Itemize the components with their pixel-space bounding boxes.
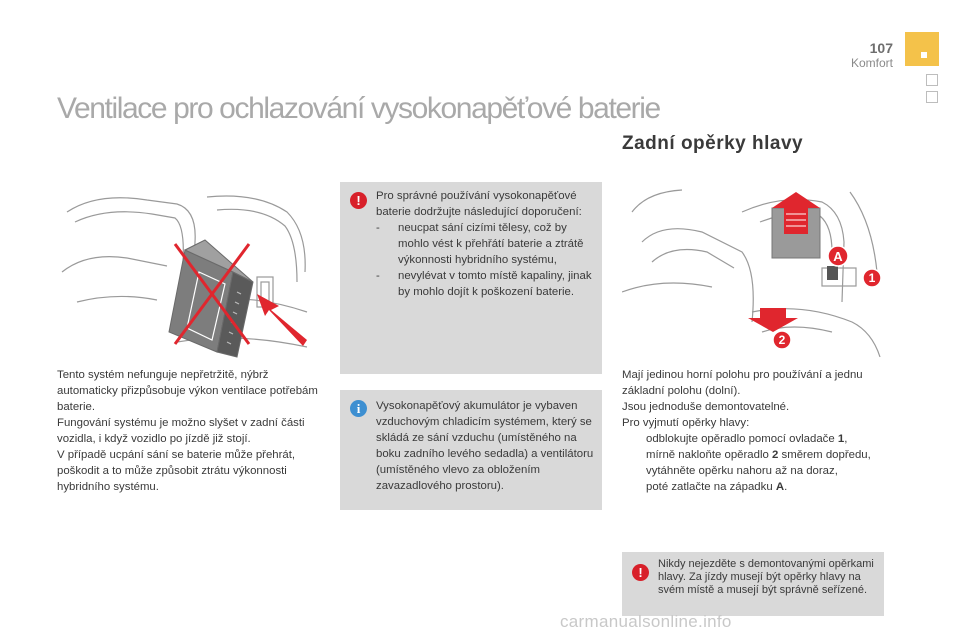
label-a: A: [833, 249, 843, 264]
intro-line: Jsou jednoduše demontovatelné.: [622, 401, 790, 413]
headrest-warning-box: [622, 552, 884, 616]
step-item: odblokujte opěradlo pomocí ovladače 1,: [646, 433, 848, 445]
section-heading: Zadní opěrky hlavy: [622, 133, 804, 154]
info-text: Vysokonapěťový akumulátor je vybaven vzduchovým chladicím systémem, který se skládá ze sání vzduchu (umístěného na boku zadního levého sedadla) a ventilátoru (umístěného vlevo za obložením zavazadlového prostoru).: [376, 400, 594, 492]
headrest-drawing: [622, 182, 884, 360]
step-item: poté zatlačte na západku A.: [646, 481, 788, 493]
warning-list: [376, 220, 598, 300]
headrest-warning-text: Nikdy nejezděte s demontovanými opěrkami hlavy. Za jízdy musejí být opěrky hlavy na svém místě a musejí být správně seřízené.: [658, 558, 874, 596]
section-label: Komfort: [850, 56, 893, 70]
warning-item: - nevylévat v tomto místě kapaliny, jinak by mohlo dojít k poškození baterie.: [376, 268, 598, 300]
warning-item: - neucpat sání cizími tělesy, což by mohlo vést k přehřátí baterie a ztrátě výkonnosti hybridního systému,: [376, 220, 598, 268]
tab-marker-2: [926, 91, 938, 103]
info-icon: i: [350, 400, 367, 417]
warning-intro: Pro správné používání vysokonapěťové baterie dodržujte následující doporučení:: [376, 190, 582, 218]
label-1: 1: [868, 271, 876, 285]
battery-warning-box: [340, 182, 602, 374]
intro-line: Mají jedinou horní polohu pro používání a jednu základní polohu (dolní).: [622, 369, 863, 397]
chapter-tab: [905, 32, 939, 66]
battery-vent-illustration: [57, 182, 315, 360]
label-2: 2: [778, 333, 786, 347]
step-item: mírně nakloňte opěradlo 2 směrem dopředu,: [646, 449, 871, 461]
intro-line: Pro vyjmutí opěrky hlavy:: [622, 417, 750, 429]
right-body-text: [622, 367, 890, 495]
tab-marker-1: [926, 74, 938, 86]
page-title: Ventilace pro ochlazování vysokonapěťové baterie: [57, 92, 660, 125]
steps-list: [622, 431, 890, 495]
exclamation-icon: !: [632, 564, 649, 581]
step-item: vytáhněte opěrku nahoru až na doraz,: [646, 465, 838, 477]
page-number: 107: [869, 40, 893, 56]
battery-vent-drawing: [57, 182, 315, 360]
left-body-text: [57, 367, 319, 495]
cooling-info-box: [340, 390, 602, 510]
headrest-illustration: [622, 182, 884, 360]
paragraph: V případě ucpání sání se baterie může přehrát, poškodit a to může způsobit ztrátu výkonnosti hybridního systému.: [57, 449, 296, 493]
exclamation-icon: !: [350, 192, 367, 209]
paragraph: Fungování systému je možno slyšet v zadní části vozidla, i když vozidlo po jízdě již stojí.: [57, 417, 305, 445]
paragraph: Tento systém nefunguje nepřetržitě, nýbrž automaticky přizpůsobuje výkon ventilace potřebám baterie.: [57, 369, 318, 413]
watermark: carmanualsonline.info: [560, 612, 732, 631]
warning-content: [376, 188, 598, 300]
